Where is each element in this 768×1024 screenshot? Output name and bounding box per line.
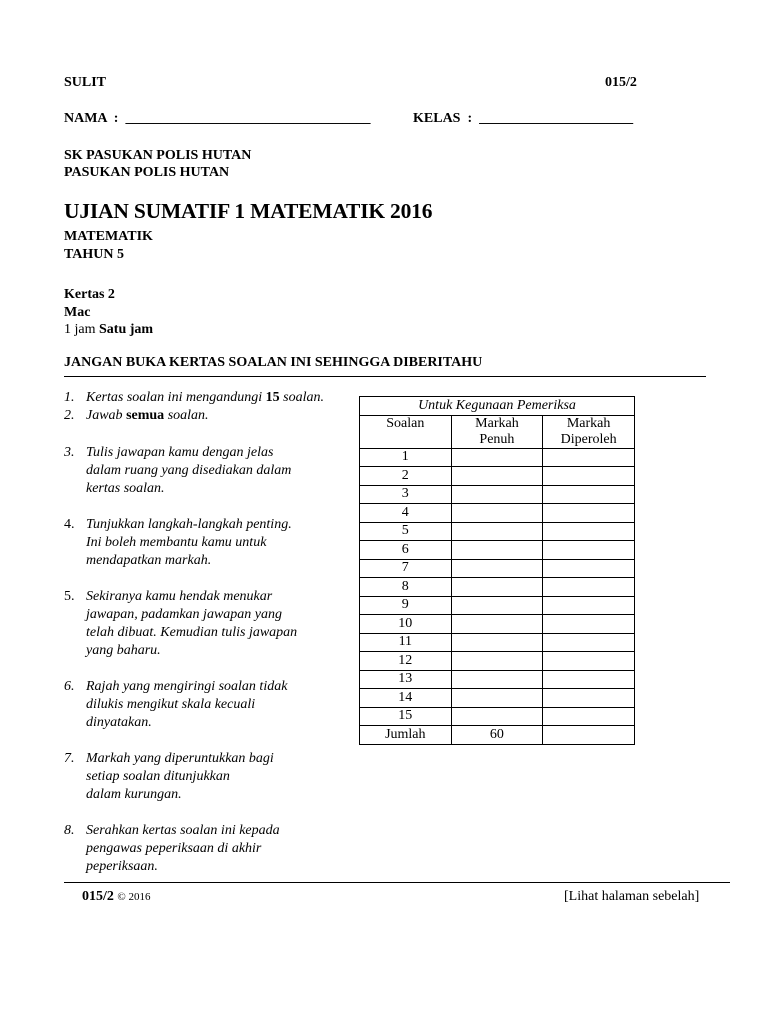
instruction-text-pre: Jawab: [86, 408, 127, 423]
instruction-item: [64, 588, 354, 660]
instruction-text: [86, 389, 354, 407]
instruction-line: kertas soalan.: [86, 481, 165, 496]
question-number: 4: [360, 504, 452, 523]
obtained-marks-cell[interactable]: [543, 559, 635, 578]
paper-code: 015/2: [605, 75, 637, 90]
instruction-item: [64, 516, 354, 570]
footer-next-page: [Lihat halaman sebelah]: [564, 889, 700, 904]
instruction-number: 8.: [64, 823, 75, 838]
instruction-item: [64, 444, 354, 498]
duration-num: 1 jam: [64, 322, 96, 337]
full-marks-cell: [451, 689, 543, 708]
instruction-line: peperiksaan.: [86, 859, 158, 874]
school-name: [64, 147, 251, 181]
instruction-text-pre: Kertas soalan ini mengandungi: [86, 390, 266, 405]
instruction-line: Tunjukkan langkah-langkah penting.: [86, 517, 292, 532]
footer-copyright: © 2016: [117, 891, 151, 903]
instruction-line: dalam ruang yang disediakan dalam: [86, 463, 292, 478]
table-row: [360, 467, 635, 486]
instruction-line: Serahkan kertas soalan ini kepada: [86, 823, 280, 838]
instruction-text-post: soalan.: [164, 408, 209, 423]
obtained-marks-cell[interactable]: [543, 689, 635, 708]
instruction-item: [64, 750, 354, 804]
column-header-markah-diperoleh: [543, 415, 635, 448]
year-level: TAHUN 5: [64, 247, 125, 262]
instruction-text-post: soalan.: [279, 390, 325, 405]
warning-text: JANGAN BUKA KERTAS SOALAN INI SEHINGGA DIBERITAHU: [64, 355, 483, 370]
question-number: 15: [360, 707, 452, 726]
instruction-number: 5.: [64, 589, 75, 604]
table-row: [360, 578, 635, 597]
instruction-number: 3.: [64, 445, 75, 460]
exam-title: UJIAN SUMATIF 1 MATEMATIK 2016: [64, 199, 433, 223]
question-number: 7: [360, 559, 452, 578]
instruction-item: [64, 389, 354, 407]
full-marks-cell: [451, 596, 543, 615]
obtained-marks-cell[interactable]: [543, 485, 635, 504]
full-marks-cell: [451, 467, 543, 486]
obtained-marks-cell[interactable]: [543, 467, 635, 486]
question-number: 5: [360, 522, 452, 541]
obtained-marks-cell[interactable]: [543, 707, 635, 726]
full-marks-cell: [451, 559, 543, 578]
examiner-marks-table: [359, 396, 635, 745]
column-header-line: Markah: [566, 415, 611, 431]
question-number: 2: [360, 467, 452, 486]
full-marks-cell: [451, 670, 543, 689]
obtained-marks-cell[interactable]: [543, 448, 635, 467]
instruction-item: [64, 678, 354, 732]
school-line-2: PASUKAN POLIS HUTAN: [64, 165, 230, 180]
instruction-number: 4.: [64, 517, 75, 532]
table-header-row: [360, 415, 635, 448]
instruction-text-bold: semua: [126, 408, 165, 423]
instruction-line: pengawas peperiksaan di akhir: [86, 841, 262, 856]
table-row: [360, 485, 635, 504]
table-row: [360, 615, 635, 634]
question-number: 13: [360, 670, 452, 689]
obtained-marks-cell[interactable]: [543, 578, 635, 597]
exam-month: Mac: [64, 304, 91, 320]
obtained-marks-cell[interactable]: [543, 633, 635, 652]
kelas-label: KELAS :: [413, 111, 480, 126]
instruction-text: [86, 407, 354, 425]
question-number: 10: [360, 615, 452, 634]
instruction-text: [86, 678, 354, 732]
question-number: 6: [360, 541, 452, 560]
obtained-marks-cell[interactable]: [543, 596, 635, 615]
table-row: [360, 689, 635, 708]
obtained-marks-cell[interactable]: [543, 670, 635, 689]
classification-label: SULIT: [64, 75, 107, 90]
question-number: 8: [360, 578, 452, 597]
table-row: [360, 522, 635, 541]
instruction-line: dalam kurungan.: [86, 787, 182, 802]
duration: [64, 321, 153, 339]
full-marks-cell: [451, 633, 543, 652]
instruction-line: Rajah yang mengiringi soalan tidak: [86, 679, 288, 694]
column-header-line: Diperoleh: [560, 431, 617, 447]
instruction-text: [86, 588, 354, 660]
instruction-line: Tulis jawapan kamu dengan jelas: [86, 445, 274, 460]
column-header-markah-penuh: [451, 415, 543, 448]
instruction-line: telah dibuat. Kemudian tulis jawapan: [86, 625, 298, 640]
duration-word: Satu jam: [99, 322, 154, 337]
table-row: [360, 707, 635, 726]
footer-code: [82, 889, 151, 905]
full-marks-cell: [451, 504, 543, 523]
table-caption-row: [360, 397, 635, 416]
column-header-soalan: Soalan: [360, 415, 452, 448]
subject: MATEMATIK: [64, 229, 153, 244]
table-row: [360, 559, 635, 578]
full-marks-cell: [451, 578, 543, 597]
instruction-number: 2.: [64, 408, 75, 423]
instruction-number: 1.: [64, 390, 75, 405]
footer-paper-code: 015/2: [82, 889, 114, 904]
instruction-line: Markah yang diperuntukkan bagi: [86, 751, 274, 766]
divider-top: [64, 376, 706, 377]
column-header-line: Penuh: [479, 431, 515, 447]
kelas-field: [413, 111, 633, 127]
table-caption: Untuk Kegunaan Pemeriksa: [360, 397, 635, 416]
instruction-line: mendapatkan markah.: [86, 553, 212, 568]
question-number: 1: [360, 448, 452, 467]
instruction-line: dilukis mengikut skala kecuali: [86, 697, 256, 712]
instruction-number: 7.: [64, 751, 75, 766]
question-number: 12: [360, 652, 452, 671]
instruction-line: Ini boleh membantu kamu untuk: [86, 535, 267, 550]
question-number: 14: [360, 689, 452, 708]
table-row: [360, 633, 635, 652]
question-number: 3: [360, 485, 452, 504]
table-row: [360, 448, 635, 467]
column-header-line: Markah: [475, 415, 519, 431]
table-total-row: [360, 726, 635, 745]
obtained-marks-cell[interactable]: [543, 652, 635, 671]
instructions-list: [64, 389, 354, 876]
instruction-text: [86, 750, 354, 804]
question-number: 9: [360, 596, 452, 615]
nama-line: ___________________________________: [125, 111, 371, 126]
nama-label: NAMA :: [64, 111, 126, 126]
question-number: 11: [360, 633, 452, 652]
obtained-marks-cell[interactable]: [543, 522, 635, 541]
total-full-marks: 60: [451, 726, 543, 745]
instruction-text-bold: 15: [265, 390, 280, 405]
table-row: [360, 652, 635, 671]
full-marks-cell: [451, 615, 543, 634]
full-marks-cell: [451, 652, 543, 671]
paper-number: Kertas 2: [64, 287, 115, 302]
instruction-line: dinyatakan.: [86, 715, 152, 730]
table-row: [360, 541, 635, 560]
table-row: [360, 596, 635, 615]
instruction-line: jawapan, padamkan jawapan yang: [86, 607, 282, 622]
kelas-line: ______________________: [479, 111, 634, 126]
full-marks-cell: [451, 541, 543, 560]
table-row: [360, 504, 635, 523]
school-line-1: SK PASUKAN POLIS HUTAN: [64, 148, 252, 163]
instruction-number: 6.: [64, 679, 75, 694]
instruction-text: [86, 516, 354, 570]
instruction-item: [64, 407, 354, 425]
instruction-line: yang baharu.: [86, 643, 161, 658]
subject-block: [64, 228, 153, 264]
full-marks-cell: [451, 707, 543, 726]
obtained-marks-cell[interactable]: [543, 541, 635, 560]
divider-bottom: [64, 882, 730, 883]
obtained-marks-cell[interactable]: [543, 615, 635, 634]
total-obtained-marks[interactable]: [543, 726, 635, 745]
nama-field: [64, 111, 370, 127]
instruction-item: [64, 822, 354, 876]
full-marks-cell: [451, 522, 543, 541]
instruction-text: [86, 822, 354, 876]
table-row: [360, 670, 635, 689]
paper-info: [64, 286, 153, 339]
instruction-text: [86, 444, 354, 498]
full-marks-cell: [451, 448, 543, 467]
total-label: Jumlah: [360, 726, 452, 745]
instruction-line: Sekiranya kamu hendak menukar: [86, 589, 273, 604]
full-marks-cell: [451, 485, 543, 504]
instruction-line: setiap soalan ditunjukkan: [86, 769, 230, 784]
obtained-marks-cell[interactable]: [543, 504, 635, 523]
